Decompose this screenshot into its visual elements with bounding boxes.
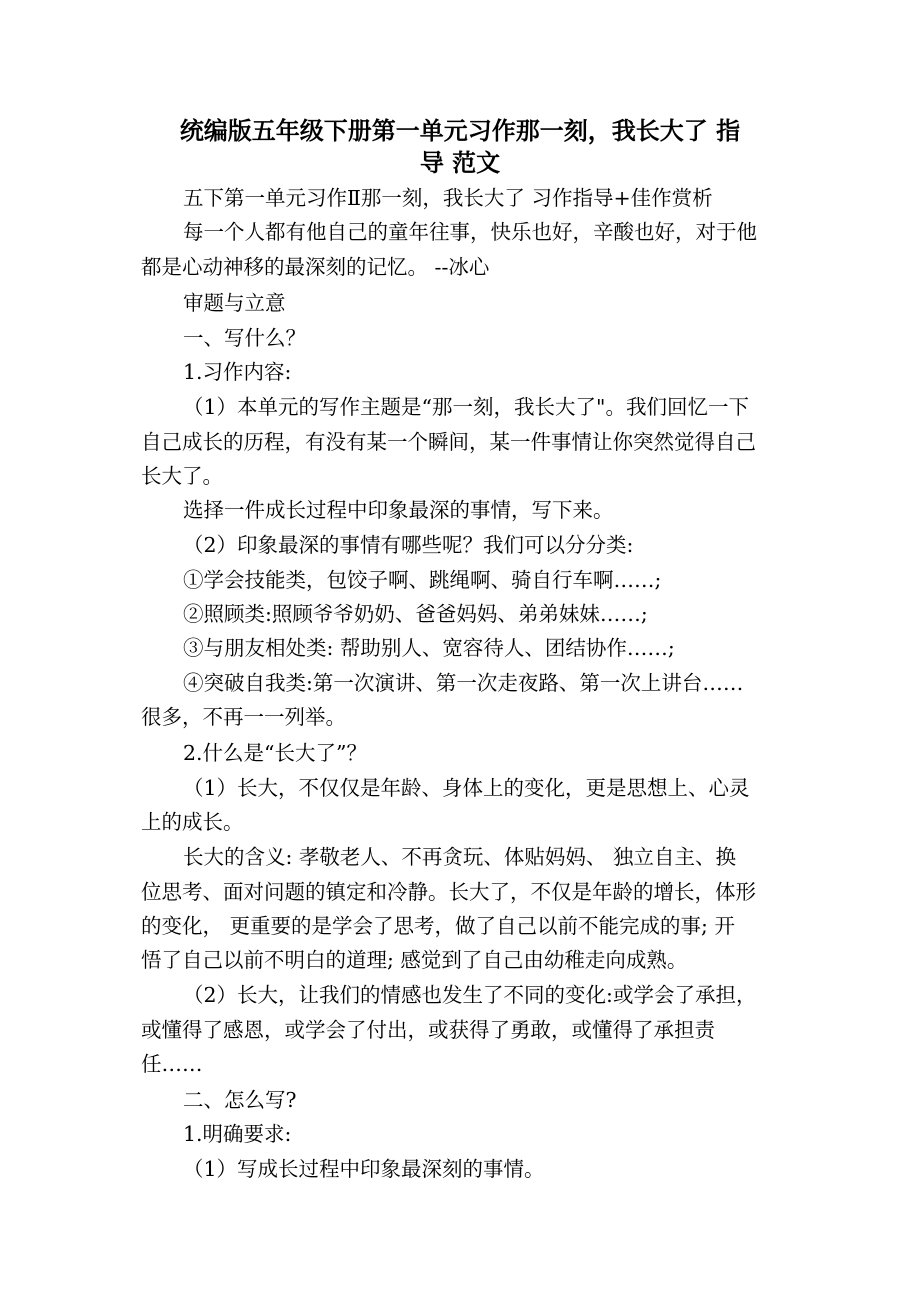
list-item: ③与朋友相处类: 帮助别人、宽容待人、团结协作……; bbox=[183, 636, 675, 660]
sub-heading: 2.什么是“长大了”？ bbox=[183, 741, 368, 765]
text-line: 悟了自己以前不明白的道理; 感觉到了自己由幼稚走向成熟。 bbox=[141, 948, 688, 972]
section-heading: 二、怎么写? bbox=[183, 1088, 297, 1112]
text-line: 很多，不再一一列举。 bbox=[141, 705, 346, 729]
text-line: （1）长大，不仅仅是年龄、身体上的变化，更是思想上、心灵 bbox=[183, 776, 750, 800]
sub-heading: 1.明确要求: bbox=[183, 1122, 292, 1146]
text-line: 或懂得了感恩，或学会了付出，或获得了勇敢，或懂得了承担责 bbox=[141, 1018, 715, 1042]
text-line: （2）印象最深的事情有哪些呢？我们可以分分类: bbox=[183, 533, 634, 557]
text-line: （2）长大，让我们的情感也发生了不同的变化:或学会了承担， bbox=[183, 983, 757, 1007]
text-line: 长大的含义: 孝敬老人、不再贪玩、体贴妈妈、 独立自主、换 bbox=[183, 845, 736, 869]
text-line: 的变化， 更重要的是学会了思考，做了自己以前不能完成的事; 开 bbox=[141, 914, 735, 938]
list-item: ②照顾类:照顾爷爷奶奶、爸爸妈妈、弟弟妹妹……; bbox=[183, 602, 648, 626]
list-item: ①学会技能类，包饺子啊、跳绳啊、骑自行车啊……; bbox=[183, 568, 662, 592]
text-line: （1）本单元的写作主题是“那一刻，我长大了"。我们回忆一下 bbox=[183, 395, 749, 419]
list-item: ④突破自我类:第一次演讲、第一次走夜路、第一次上讲台…… bbox=[183, 671, 744, 695]
document-title-line-2: 导 范文 bbox=[419, 149, 501, 177]
section-heading: 审题与立意 bbox=[183, 291, 286, 315]
text-line: 每一个人都有他自己的童年往事，快乐也好，辛酸也好，对于他 bbox=[183, 220, 757, 244]
text-line: 长大了。 bbox=[141, 464, 223, 488]
text-line: 位思考、面对问题的镇定和冷静。长大了，不仅是年龄的增长，体形 bbox=[141, 880, 756, 904]
text-line: 自己成长的历程，有没有某一个瞬间，某一件事情让你突然觉得自己 bbox=[141, 430, 756, 454]
text-line: 选择一件成长过程中印象最深的事情，写下来。 bbox=[183, 498, 614, 522]
subtitle-line: 五下第一单元习作Ⅱ那一刻，我长大了 习作指导+佳作赏析 bbox=[183, 186, 713, 210]
text-line: 都是心动神移的最深刻的记忆。 --冰心 bbox=[141, 255, 490, 279]
text-line: （1）写成长过程中印象最深刻的事情。 bbox=[183, 1157, 545, 1181]
text-line: 上的成长。 bbox=[141, 810, 244, 834]
text-line: 任…… bbox=[141, 1052, 203, 1076]
sub-heading: 1.习作内容: bbox=[183, 360, 292, 384]
section-heading: 一、写什么？ bbox=[183, 326, 306, 350]
document-title-line-1: 统编版五年级下册第一单元习作那一刻，我长大了 指 bbox=[179, 117, 741, 145]
